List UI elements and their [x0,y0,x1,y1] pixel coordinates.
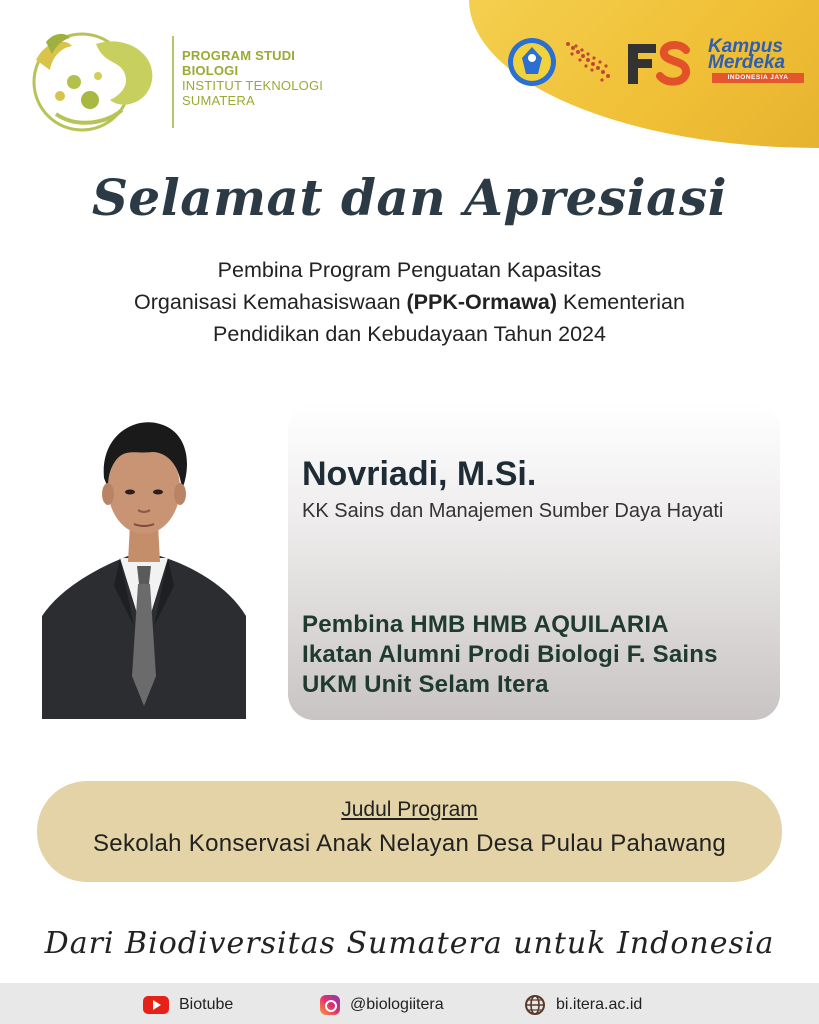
footer-instagram[interactable] [320,993,444,1017]
program-title: Sekolah Konservasi Anak Nelayan Desa Pulau Pahawang [92,830,727,857]
indonesia-map-logo [562,38,614,88]
subtitle-line-1: Pembina Program Penguatan Kapasitas [217,258,602,282]
youtube-icon [143,996,169,1014]
footer-youtube[interactable] [143,993,233,1017]
person-role: UKM Unit Selam Itera [302,671,549,698]
subtitle-line-3: Pendidikan dan Kebudayaan Tahun 2024 [213,322,606,346]
footer-instagram-label: @biologiitera [350,996,444,1013]
subtitle-line-2-bold: (PPK-Ormawa) [406,290,558,314]
page-title: Selamat dan Apresiasi [91,168,728,227]
globe-icon [524,994,546,1016]
kampus-merdeka-tag: INDONESIA JAYA [712,73,804,83]
person-name: Novriadi, M.Si. [302,455,537,493]
prodi-line-2: BIOLOGI [182,63,239,78]
subtitle-line-2-pre: Organisasi Kemahasiswaan [134,290,407,314]
instagram-icon [320,995,340,1015]
person-roles [302,610,780,700]
kampus-merdeka-logo [708,36,808,86]
prodi-divider [172,36,174,128]
footer-website[interactable] [524,993,642,1017]
prodi-line-3: INSTITUT TEKNOLOGI [182,78,324,93]
person-role: Ikatan Alumni Prodi Biologi F. Sains [302,641,718,668]
subtitle-line-2-post: Kementerian [557,290,685,314]
prodi-line-4: SUMATERA [182,93,255,108]
person-role: Pembina HMB HMB AQUILARIA [302,611,669,638]
kampus-merdeka-line-2: Merdeka [708,52,786,73]
kampus-merdeka-line-1: Kampus [708,36,783,57]
person-kk: KK Sains dan Manajemen Sumber Daya Hayati [302,500,724,522]
tut-wuri-handayani-logo [506,36,558,88]
subtitle-line-2 [40,286,779,318]
footer-youtube-label: Biotube [179,996,234,1013]
tagline: Dari Biodiversitas Sumatera untuk Indonesia [44,926,775,961]
subtitle [40,254,779,350]
prodi-line-1: PROGRAM STUDI [182,48,296,63]
program-label: Judul Program [341,798,478,821]
prodi-biologi-logo [26,24,166,136]
prodi-name [182,48,323,108]
fakultas-sains-logo [626,40,694,86]
footer-website-label: bi.itera.ac.id [556,996,643,1013]
person-photo [42,416,246,719]
